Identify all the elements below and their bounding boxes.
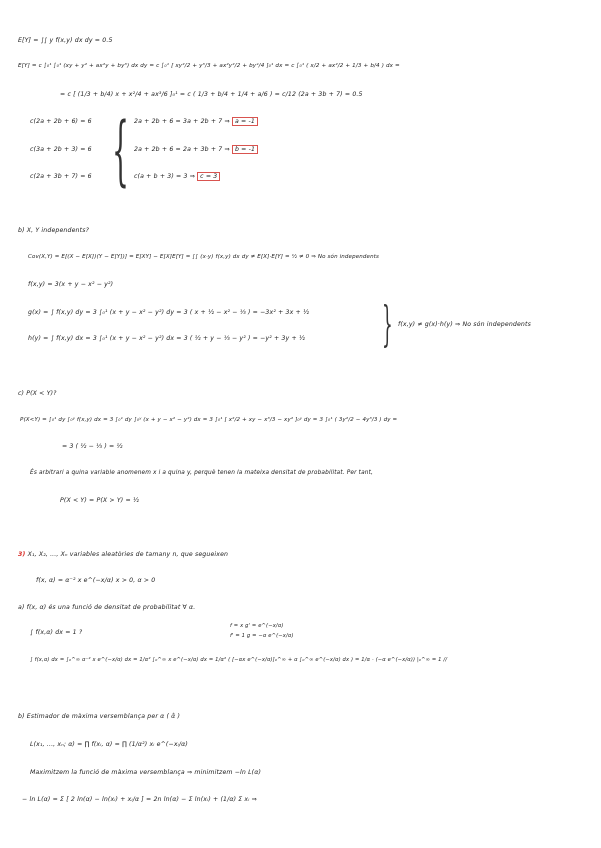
problem-3-heading — [18, 552, 228, 558]
section-c-heading: c) P(X < Y)? — [18, 390, 57, 397]
probability-result: = 3 ( ½ − ⅓ ) = ½ — [62, 443, 123, 450]
system-eq-2-left: c(3a + 2b + 3) = 6 — [30, 146, 92, 153]
joint-density-line: f(x,y) = 3(x + y − x² − y²) — [28, 281, 114, 288]
system-eq-3-derivation: c(a + b + 3) = 3 ⇒ — [134, 173, 196, 180]
expectation-y-result: = c [ (1/3 + b/4) x + x²/4 + ax³/6 ]₀¹ = c ( 1/3 + b/4 + 1/4 + a/6 ) = c/12 (2a + 3b + 7) = 0.5 — [60, 91, 363, 98]
covariance-line: Cov(X,Y) = E[(X − E[X])(Y − E[Y])] = E[XY] − E[X]E[Y] = ∫∫ (x·y) f(x,y) dx dy ≠ E[X]·E[Y] = ½ ≠ 0 ⇒ No són independents — [28, 254, 380, 260]
c-result-box: c = 3 — [197, 172, 220, 181]
marginal-g-line: g(x) = ∫ f(x,y) dy = 3 ∫₀¹ (x + y − x² − y²) dy = 3 ( x + ½ − x² − ⅓ ) = −3x² + 3x + ½ — [28, 309, 310, 316]
system-eq-3-right — [134, 174, 220, 180]
independence-conclusion: f(x,y) ≠ g(x)·h(y) ⇒ No són independents — [398, 321, 531, 328]
marginals-brace: } — [382, 296, 393, 352]
system-eq-1-right — [134, 119, 258, 125]
maximize-likelihood-text: Maximitzem la funció de màxima versemblança ⇒ minimitzem −ln L(α) — [30, 769, 262, 776]
integration-by-parts-sub2: f' = 1 g = −α e^(−x/α) — [230, 633, 294, 639]
system-eq-2-right — [134, 147, 258, 153]
section-a-heading: a) f(x, α) és una funció de densitat de probabilitat ∀ α. — [18, 604, 196, 611]
system-brace: { — [112, 105, 129, 194]
symmetry-explanation: És arbitrari a quina variable anomenem x i a quina y, perquè tenen la mateixa densitat de probabilitat. Per tant, — [30, 470, 374, 476]
normalization-integral: ∫ f(x,α) dx = ∫₀^∞ α⁻² x e^(−x/α) dx = 1/α² ∫₀^∞ x e^(−x/α) dx = 1/α² ( [−αx e^(−x/α)]₀^∞ + α ∫₀^∞ e^(−x/α) dx ) = 1/α · (−α e^(−x/α)) |₀^∞ = 1 // — [30, 657, 448, 663]
problem-3-number: 3) — [18, 551, 26, 558]
system-eq-2-derivation: 2a + 2b + 6 = 2a + 3b + 7 ⇒ — [134, 146, 230, 153]
probability-integral: P(X<Y) = ∫₀¹ dy ∫₀ʸ f(x,y) dx = 3 ∫₀¹ dy ∫₀ʸ (x + y − x² − y²) dx = 3 ∫₀¹ [ x²/2 + xy − x³/3 − xy² ]₀ʸ dy = 3 ∫₀¹ ( 3y²/2 − 4y³/3 ) dy = — [20, 417, 398, 423]
a-result-box: a = -1 — [232, 117, 258, 126]
integration-by-parts-sub1: f = x g' = e^(−x/α) — [230, 623, 284, 629]
density-definition: f(x, α) = α⁻² x e^(−x/α) x > 0, α > 0 — [36, 577, 156, 584]
system-eq-1-left: c(2a + 2b + 6) = 6 — [30, 118, 92, 125]
system-eq-1-derivation: 2a + 2b + 6 = 3a + 2b + 7 ⇒ — [134, 118, 230, 125]
section-b-heading: b) X, Y independents? — [18, 227, 89, 234]
section-b-estimator-heading: b) Estimador de màxima versemblança per α ( α̂ ) — [18, 713, 181, 720]
problem-3-statement: X₁, X₂, ..., Xₙ variables aleatòries de tamany n, que segueixen — [27, 551, 229, 558]
expectation-y-integral: E[Y] = ∫∫ y f(x,y) dx dy = 0.5 — [18, 37, 113, 44]
normalization-question: ∫ f(x,α) dx = 1 ? — [30, 629, 83, 636]
marginal-h-line: h(y) = ∫ f(x,y) dx = 3 ∫₀¹ (x + y − x² − y²) dx = 3 ( ½ + y − ⅓ − y² ) = −y² + 3y + ½ — [28, 335, 306, 342]
expectation-y-expansion: E[Y] = c ∫₀¹ ∫₀¹ (xy + y² + ax²y + by³) dx dy = c ∫₀¹ [ xy²/2 + y³/3 + ax²y²/2 + by⁴/4 ]₀¹ dx = c ∫₀¹ ( x/2 + ax²/2 + 1/3 + b/4 ) dx = — [18, 63, 400, 69]
symmetry-result: P(X < Y) = P(X > Y) = ½ — [60, 497, 140, 504]
b-result-box: b = -1 — [232, 145, 258, 154]
neg-log-likelihood: − ln L(α) = Σ [ 2 ln(α) − ln(xᵢ) + xᵢ/α ] = 2n ln(α) − Σ ln(xᵢ) + (1/α) Σ xᵢ ⇒ — [22, 796, 257, 803]
system-eq-3-left: c(2a + 3b + 7) = 6 — [30, 173, 92, 180]
likelihood-function: L(x₁, ..., xₙ; α) = ∏ f(xᵢ, α) = ∏ (1/α²) xᵢ e^(−xᵢ/α) — [30, 741, 188, 748]
